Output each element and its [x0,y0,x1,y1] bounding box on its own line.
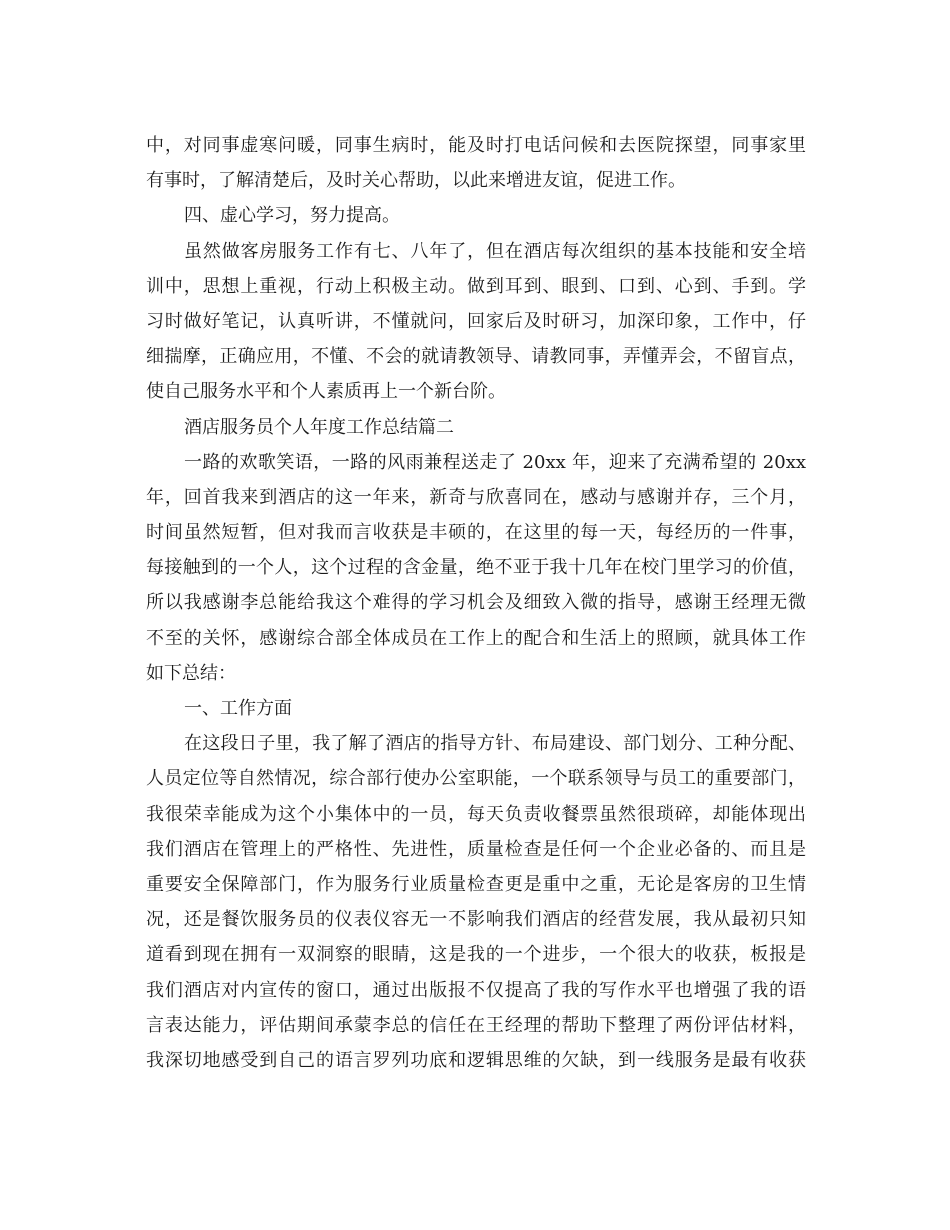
text-line: 时间虽然短暂，但对我而言收获是丰硕的，在这里的每一天，每经历的一件事， [146,522,806,544]
text-line: 一路的欢歌笑语，一路的风雨兼程送走了 20xx 年，迎来了充满希望的 20xx [184,451,806,473]
text-line: 重要安全保障部门，作为服务行业质量检查更是重中之重，无论是客房的卫生情 [146,873,806,895]
text-line: 中，对同事虚寒问暖，同事生病时，能及时打电话问候和去医院探望，同事家里 [146,135,806,156]
text-line: 细揣摩，正确应用，不懂、不会的就请教领导、请教同事，弄懂弄会，不留盲点， [146,346,806,368]
text-line: 年，回首我来到酒店的这一年来，新奇与欣喜同在，感动与感谢并存，三个月， [146,486,806,508]
text-line: 使自己服务水平和个人素质再上一个新台阶。 [146,381,506,403]
text-line: 我们酒店在管理上的严格性、先进性，质量检查是任何一个企业必备的、而且是 [146,838,806,860]
text-line: 况，还是餐饮服务员的仪表仪容无一不影响我们酒店的经营发展，我从最初只知 [146,909,806,931]
text-line: 虽然做客房服务工作有七、八年了，但在酒店每次组织的基本技能和安全培 [184,240,806,262]
text-line: 我们酒店对内宣传的窗口，通过出版报不仅提高了我的写作水平也增强了我的语 [146,979,806,1001]
document-body [146,128,806,1078]
text-line: 酒店服务员个人年度工作总结篇二 [184,416,454,438]
text-line: 习时做好笔记，认真听讲，不懂就问，回家后及时研习，加深印象，工作中，仔 [146,310,806,332]
text-line: 在这段日子里，我了解了酒店的指导方针、布局建设、部门划分、工种分配、 [184,733,806,755]
text-line: 如下总结： [146,662,236,684]
text-line: 言表达能力，评估期间承蒙李总的信任在王经理的帮助下整理了两份评估材料， [146,1014,806,1036]
text-line: 四、虚心学习，努力提高。 [184,205,400,227]
text-line: 一、工作方面 [184,698,292,719]
text-line: 有事时，了解清楚后，及时关心帮助，以此来增进友谊，促进工作。 [146,170,686,192]
text-line: 人员定位等自然情况，综合部行使办公室职能，一个联系领导与员工的重要部门， [146,768,806,790]
text-line: 每接触到的一个人，这个过程的含金量，绝不亚于我十几年在校门里学习的价值， [146,557,806,579]
text-line: 训中，思想上重视，行动上积极主动。做到耳到、眼到、口到、心到、手到。学 [146,275,806,297]
text-line: 道看到现在拥有一双洞察的眼睛，这是我的一个进步，一个很大的收获，板报是 [146,944,806,966]
text-line: 不至的关怀，感谢综合部全体成员在工作上的配合和生活上的照顾，就具体工作 [146,627,806,649]
text-line: 我深切地感受到自己的语言罗列功底和逻辑思维的欠缺，到一线服务是最有收获 [146,1049,806,1071]
text-line: 所以我感谢李总能给我这个难得的学习机会及细致入微的指导，感谢王经理无微 [146,592,806,614]
text-line: 我很荣幸能成为这个小集体中的一员，每天负责收餐票虽然很琐碎，却能体现出 [146,803,806,825]
